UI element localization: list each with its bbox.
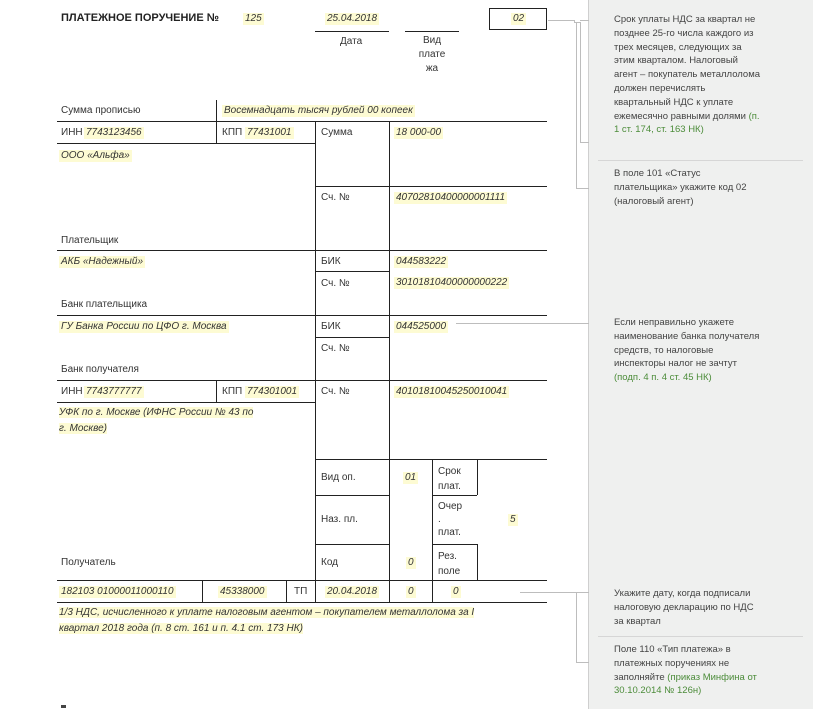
op-type-label: Вид оп. bbox=[321, 472, 356, 483]
payer-name: ООО «Альфа» bbox=[61, 150, 130, 161]
payment-type-label: Вид плате жа bbox=[418, 35, 446, 74]
recipient-acc: 40101810045250010041 bbox=[396, 386, 508, 397]
note-payment-type-ref[interactable]: (приказ Минфина от 30.10.2014 № 126н) bbox=[614, 671, 757, 697]
recipient-bank-name: ГУ Банка России по ЦФО г. Москва bbox=[61, 321, 227, 332]
payer-inn-label: ИНН bbox=[61, 127, 83, 138]
code-value: 0 bbox=[408, 557, 414, 568]
payer-account-label: Сч. № bbox=[321, 192, 350, 203]
payer-inn: 7743123456 bbox=[86, 127, 142, 138]
recipient-acc-label: Сч. № bbox=[321, 386, 350, 397]
note-tax-date: Укажите дату, когда подписали налоговую декларацию по НДС за квартал bbox=[614, 588, 754, 627]
payer-bank-acc: 30101810400000000222 bbox=[396, 277, 508, 288]
note-due-date-ref[interactable]: (п. 1 ст. 174, ст. 163 НК) bbox=[614, 110, 760, 136]
note-payment-type: Поле 110 «Тип платежа» в платежных поручениях не заполняйте (приказ Минфина от 30.10.2014 № 126н) bbox=[614, 644, 757, 697]
tax-field-1: 0 bbox=[408, 586, 414, 597]
payer-bank-name: АКБ «Надежный» bbox=[61, 256, 144, 267]
tax-field-2: 0 bbox=[453, 586, 459, 597]
recipient-label: Получатель bbox=[61, 557, 116, 568]
payer-kpp-label: КПП bbox=[222, 127, 243, 138]
order-date: 25.04.2018 bbox=[327, 13, 378, 24]
payer-bank-bik: 044583222 bbox=[396, 256, 447, 267]
op-type: 01 bbox=[405, 472, 417, 483]
payer-bank-acc-label: Сч. № bbox=[321, 278, 350, 289]
kbk: 182103 01000011000110 bbox=[61, 586, 174, 597]
recipient-inn-label: ИНН bbox=[61, 386, 83, 397]
code-label: Код bbox=[321, 557, 339, 568]
note-due-date: Срок уплаты НДС за квартал не позднее 25-го числа каждого из трех месяцев, следующих за этим кварталом. Налоговый агент – покупатель металлолома должен перечислять квартальный НДС к уплате ежемесячно равными долями (п. 1 ст. 174, ст. 163 НК) bbox=[614, 14, 761, 136]
priority-label: Очер . плат. bbox=[438, 501, 463, 538]
tax-date: 20.04.2018 bbox=[327, 586, 378, 597]
payer-kpp: 77431001 bbox=[247, 127, 292, 138]
note-recipient-bank-ref[interactable]: (подп. 4 п. 4 ст. 45 НК) bbox=[614, 372, 712, 384]
payer-bank-label: Банк плательщика bbox=[61, 299, 148, 310]
reserve-field-label: Рез. поле bbox=[438, 551, 461, 577]
oktmo: 45338000 bbox=[220, 586, 265, 597]
note-status: В поле 101 «Статус плательщика» укажите код 02 (налоговый агент) bbox=[614, 168, 747, 207]
recipient-bank-acc-label: Сч. № bbox=[321, 343, 350, 354]
recipient-name: УФК по г. Москве (ИФНС России № 43 по г. Москве) bbox=[59, 407, 254, 434]
document-title: ПЛАТЕЖНОЕ ПОРУЧЕНИЕ № bbox=[61, 12, 219, 24]
priority-value: 5 bbox=[510, 514, 516, 525]
payer-label: Плательщик bbox=[61, 235, 119, 246]
recipient-kpp: 774301001 bbox=[247, 386, 298, 397]
due-date-label: Срок плат. bbox=[438, 466, 461, 492]
payer-account: 40702810400000001111 bbox=[396, 192, 506, 203]
basis: ТП bbox=[294, 586, 308, 597]
amount-value: 18 000-00 bbox=[396, 127, 442, 138]
purpose-code-label: Наз. пл. bbox=[321, 514, 358, 525]
amount-label: Сумма bbox=[321, 127, 353, 138]
payment-purpose: 1/3 НДС, исчисленного к уплате налоговым агентом – покупателем металлолома за I квартал 2018 года (п. 8 ст. 161 и п. 4.1 ст. 173 НК) bbox=[59, 607, 475, 634]
recipient-inn: 7743777777 bbox=[86, 386, 142, 397]
note-recipient-bank: Если неправильно укажете наименование банка получателя средств, то налоговые инспекторы налог не зачтут (подп. 4 п. 4 ст. 45 НК) bbox=[614, 317, 760, 384]
recipient-bank-label: Банк получателя bbox=[61, 364, 139, 375]
amount-words-label: Сумма прописью bbox=[61, 105, 141, 116]
recipient-bank-bik-label: БИК bbox=[321, 321, 341, 332]
payer-status-code: 02 bbox=[513, 13, 525, 24]
recipient-bank-bik: 044525000 bbox=[396, 321, 447, 332]
amount-words-value: Восемнадцать тысяч рублей 00 копеек bbox=[224, 105, 413, 116]
order-number: 125 bbox=[245, 13, 262, 24]
payer-bank-bik-label: БИК bbox=[321, 256, 341, 267]
date-label: Дата bbox=[340, 36, 363, 47]
recipient-kpp-label: КПП bbox=[222, 386, 243, 397]
